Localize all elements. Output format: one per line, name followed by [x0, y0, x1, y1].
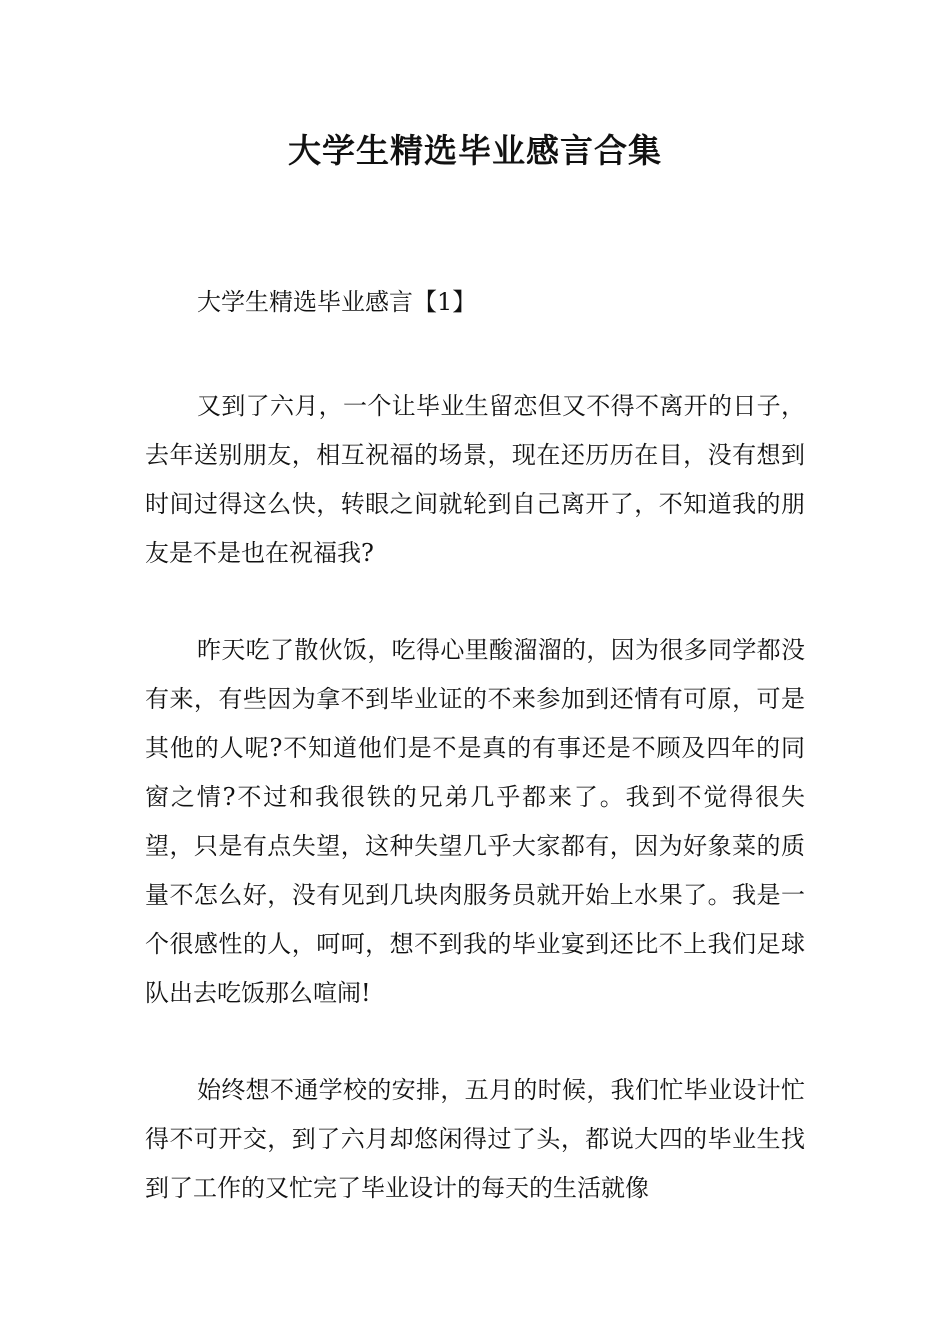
paragraph-1: 又到了六月，一个让毕业生留恋但又不得不离开的日子，去年送别朋友，相互祝福的场景，现在还历历在目，没有想到时间过得这么快，转眼之间就轮到自己离开了，不知道我的朋友是不是也在祝福我? — [145, 392, 805, 567]
document-body — [145, 278, 805, 1261]
paragraph-2: 昨天吃了散伙饭，吃得心里酸溜溜的，因为很多同学都没有来，有些因为拿不到毕业证的不来参加到还情有可原，可是其他的人呢?不知道他们是不是真的有事还是不顾及四年的同窗之情?不过和我很铁的兄弟几乎都来了。我到不觉得很失望，只是有点失望，这种失望几乎大家都有，因为好象菜的质量不怎么好，没有见到几块肉服务员就开始上水果了。我是一个很感性的人，呵呵，想不到我的毕业宴到还比不上我们足球队出去吃饭那么喧闹! — [145, 636, 805, 1007]
paragraph-3: 始终想不通学校的安排，五月的时候，我们忙毕业设计忙得不可开交，到了六月却悠闲得过了头，都说大四的毕业生找到了工作的又忙完了毕业设计的每天的生活就像 — [145, 1076, 805, 1202]
section-heading: 大学生精选毕业感言【1】 — [197, 288, 477, 316]
document-title: 大学生精选毕业感言合集 — [288, 131, 662, 170]
